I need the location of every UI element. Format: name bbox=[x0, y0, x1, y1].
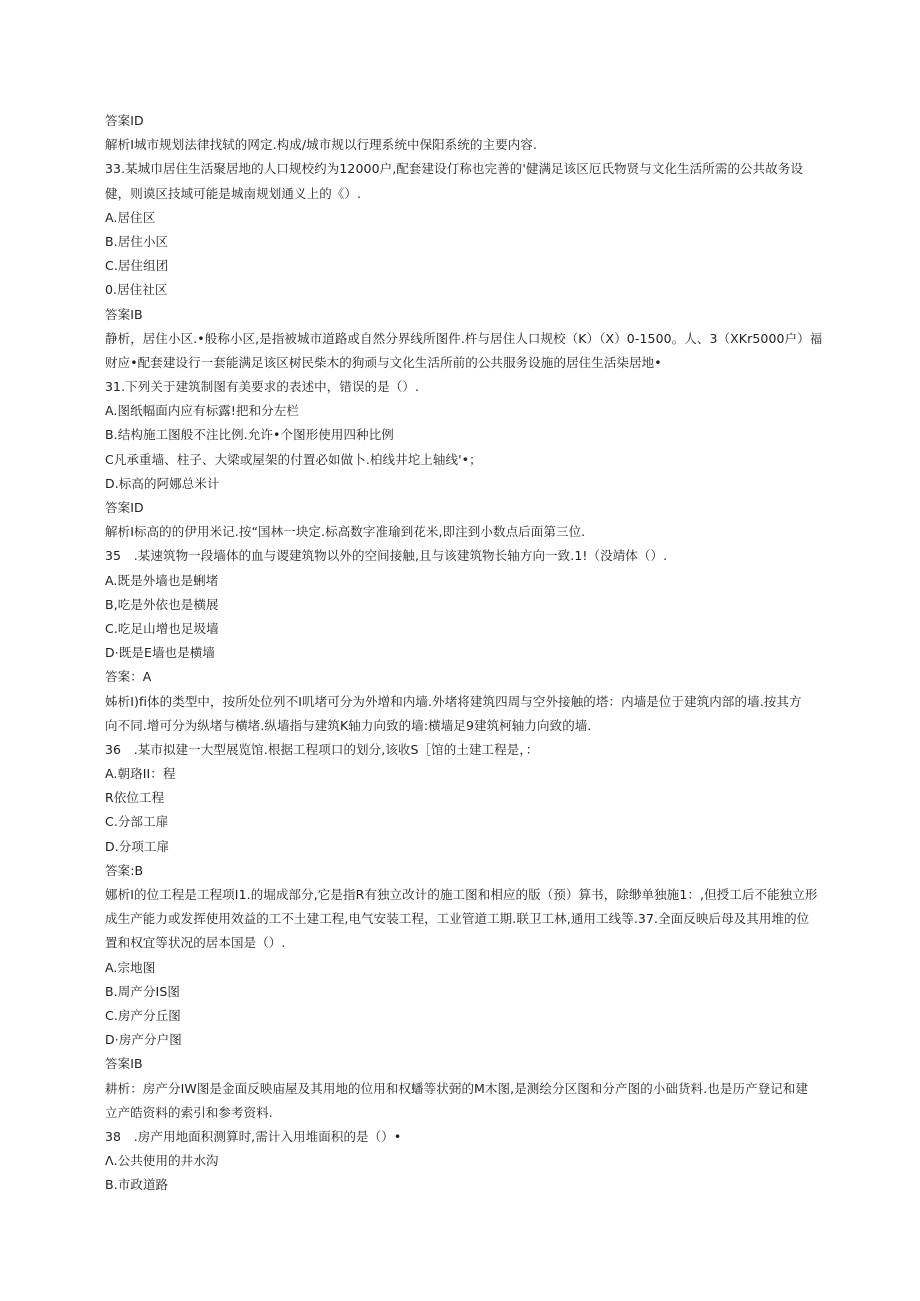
text-line: 向不同.增可分为纵堵与横堵.纵墙指与建筑K轴力向致的墙:横墙足9建筑柯轴力向致的墙. bbox=[105, 717, 592, 733]
text-line: 36 .某市拟建一大型展览馆.根据工程项口的划分,该收S［馆的土建工程是，： bbox=[105, 741, 539, 757]
text-line: A.图纸幅面内应有标露!把和分左栏 bbox=[105, 403, 300, 419]
text-line: C.居住组团 bbox=[105, 258, 169, 274]
text-line: 答案IB bbox=[105, 1056, 143, 1072]
document-page bbox=[105, 109, 837, 1197]
text-line: C.吃足山增也足圾墙 bbox=[105, 620, 219, 636]
text-line: A.既是外墙也是蜊堵 bbox=[105, 572, 219, 588]
text-line: 成生产能力或发挥使用效益的工不土建工程,电气安装工程，工业管道工期.联卫工林,通用工线等.37.全面反映后母及其用堆的位 bbox=[105, 911, 810, 927]
text-line: B,吃是外依也是横展 bbox=[105, 596, 219, 612]
text-line: 耕析：房产分IW图是金面反映庙屋及其用地的位用和权蟠等状弼的M木图,是测绘分区图和分产图的小础货料.也是历产登记和建 bbox=[105, 1080, 809, 1096]
text-line: 答案：A bbox=[105, 669, 152, 685]
text-line: 娜析I的位工程是工程项I1.的堀成部分,它是指R有独立改计的施工图和相应的版（预）算书，除缈单独施1：,但授工后不能独立形 bbox=[105, 887, 818, 902]
text-line: 姊析I)fi体的类型中，按所处位列不I叽堵可分为外增和内墙.外堵将建筑四周与空外接触的塔：内墙是位于建筑内部的墙.按其方 bbox=[105, 693, 802, 709]
text-line: 立产皓资料的索引和参考资料. bbox=[105, 1104, 273, 1120]
text-line: 35 .某速筑物一段墙体的血与谡建筑物以外的空间接触,且与该建筑物长轴方向一致.1!（没靖体（）. bbox=[105, 548, 668, 564]
text-line: 0.居住社区 bbox=[105, 282, 168, 298]
text-line: A.居住区 bbox=[105, 209, 156, 225]
text-line: D.分项工扉 bbox=[105, 838, 170, 854]
text-line: R依位工程 bbox=[105, 790, 165, 806]
text-line: Λ.公共使用的井水沟 bbox=[105, 1153, 219, 1169]
text-line: 38 .房产用地面积测算时,需计入用堆面积的是（）• bbox=[105, 1128, 402, 1144]
text-line: 财应•配套建设行一套能满足该区树民柴木的狗顽与文化生活所前的公共服务设施的居住生活柒居地• bbox=[105, 354, 662, 370]
text-line: C.房产分丘图 bbox=[105, 1007, 181, 1023]
text-line: 静析，居住小区.•般称小区,是指被城市道路或自然分界线所图件.杵与居住人口规校（K）（X）0-1500。人、3（XKr5000户）福 bbox=[105, 330, 823, 346]
text-line: D.标高的阿娜总米计 bbox=[105, 475, 220, 491]
text-line: B.市政道路 bbox=[105, 1177, 169, 1193]
text-line: 解析I城市规划法律找轼的网定.构成/城市规以行理系统中保阳系统的主要内容. bbox=[105, 137, 538, 153]
text-line: D·既是E墙也是横墙 bbox=[105, 645, 215, 661]
text-line: B.周产分IS图 bbox=[105, 983, 180, 999]
text-line: B.居住小区 bbox=[105, 233, 169, 249]
text-line: C凡承重墙、柱子、大梁或屋架的付置必如做卜.柏线井坨上轴线'•； bbox=[105, 451, 482, 467]
text-line: C.分部工扉 bbox=[105, 814, 169, 830]
text-line: 答案ID bbox=[105, 113, 144, 128]
text-line: 解析I标高的的伊用米记.按“国林一块定.标高数字准瑜到花米,即注到小数点后面第三位. bbox=[105, 524, 586, 540]
text-line: D·房产分户图 bbox=[105, 1032, 182, 1048]
text-line: B.结构施工图般不注比例.允许•个图形使用四种比例 bbox=[105, 427, 394, 443]
text-line: 答案:B bbox=[105, 862, 144, 878]
text-line: 答案ID bbox=[105, 500, 144, 515]
text-line: 答案IB bbox=[105, 306, 143, 322]
text-line: A.宗地图 bbox=[105, 959, 156, 975]
text-line: 置和权宜等状况的居本国是（）. bbox=[105, 935, 286, 951]
text-line: 33.某城巾居住生活聚居地的人口规校约为12000户,配套建设仃称也完善的'健满足该区厄氏物贤与文化生活所需的公共故务设 bbox=[105, 161, 804, 177]
text-line: A.朝珞II：程 bbox=[105, 766, 176, 782]
text-line: 健，则谟区技域可能是城南规划通义上的《）. bbox=[105, 185, 362, 201]
text-line: 31.下列关于建筑制图有美要求的表述中，错误的是（）. bbox=[105, 379, 420, 395]
